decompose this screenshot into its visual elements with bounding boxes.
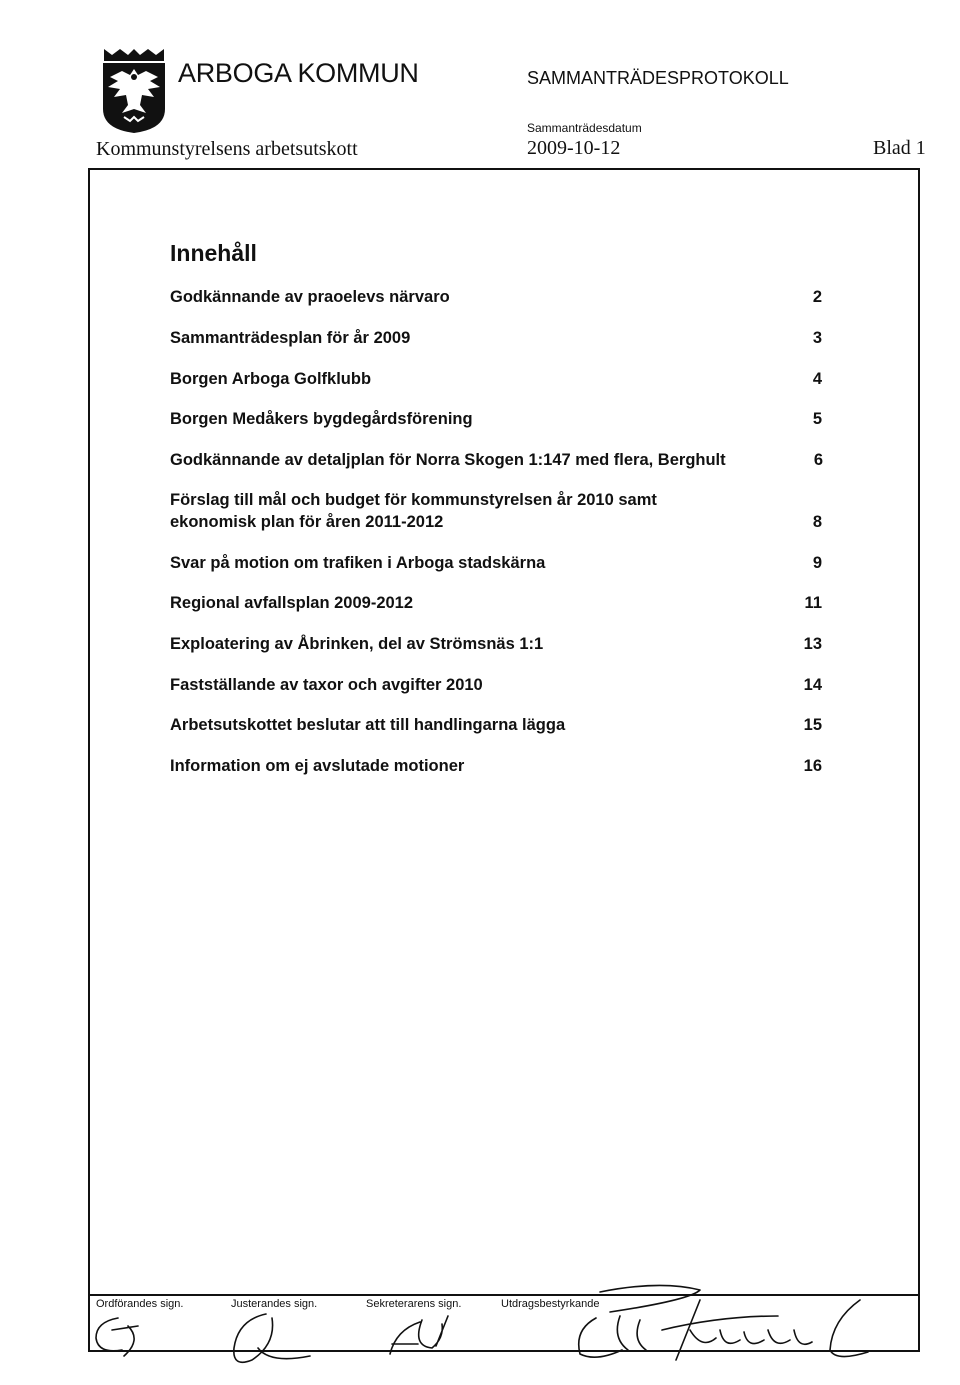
- toc-item: [170, 286, 822, 308]
- sheet-number: Blad 1: [873, 137, 926, 159]
- toc-item: [170, 327, 822, 349]
- signature-divider: [88, 1294, 920, 1296]
- toc-item: [170, 449, 823, 471]
- toc-item-page: 6: [813, 451, 823, 469]
- toc-item-text: Fastställande av taxor och avgifter 2010: [170, 676, 483, 694]
- toc-item-page: 2: [812, 288, 822, 306]
- date-label: Sammanträdesdatum: [527, 121, 642, 135]
- toc-item-page: 13: [803, 635, 822, 653]
- toc-item-page: 15: [803, 716, 822, 734]
- toc-item-page: 5: [812, 410, 822, 428]
- meeting-date: 2009-10-12: [527, 137, 621, 159]
- toc-item-page: 4: [812, 370, 822, 388]
- organization-name: ARBOGA KOMMUN: [178, 58, 419, 88]
- toc-item-text: Information om ej avslutade motioner: [170, 757, 465, 775]
- toc-item-text: Godkännande av praoelevs närvaro: [170, 288, 450, 306]
- toc-item: [170, 674, 822, 696]
- toc-item-text: Sammanträdesplan för år 2009: [170, 329, 411, 347]
- committee-name: Kommunstyrelsens arbetsutskott: [96, 138, 358, 160]
- toc-item-text: Arbetsutskottet beslutar att till handlingarna lägga: [170, 716, 566, 734]
- toc-item: [170, 714, 822, 736]
- toc-item-page: 11: [804, 594, 822, 612]
- toc-item-page: 3: [812, 329, 822, 347]
- toc-item-text: Borgen Arboga Golfklubb: [170, 370, 372, 388]
- toc-item-page: 16: [803, 757, 822, 775]
- toc-item: [170, 592, 822, 614]
- chair-sign-label: Ordförandes sign.: [96, 1298, 184, 1310]
- coat-of-arms-icon: [100, 47, 168, 133]
- toc-item: [170, 633, 822, 655]
- toc-item: [170, 552, 822, 574]
- toc-title: Innehåll: [170, 240, 257, 266]
- toc-item-text: Förslag till mål och budget för kommunstyrelsen år 2010 samt ekonomisk plan för åren 2011-2012: [170, 491, 657, 531]
- toc-item-text: Regional avfallsplan 2009-2012: [170, 594, 414, 612]
- extract-cert-label: Utdragsbestyrkande: [501, 1298, 600, 1310]
- toc-item: [170, 755, 822, 777]
- toc-item-text: Godkännande av detaljplan för Norra Skogen 1:147 med flera, Berghult: [170, 451, 726, 469]
- toc-item: [170, 489, 822, 533]
- toc-item: [170, 408, 822, 430]
- toc-item-text: Exploatering av Åbrinken, del av Strömsnäs 1:1: [170, 635, 544, 653]
- toc-item-text: Svar på motion om trafiken i Arboga stadskärna: [170, 554, 546, 572]
- secretary-sign-label: Sekreterarens sign.: [366, 1298, 462, 1310]
- toc-item-page: 14: [803, 676, 822, 694]
- toc-item: [170, 368, 822, 390]
- document-type: SAMMANTRÄDESPROTOKOLL: [527, 68, 789, 88]
- toc-item-page: 8: [812, 513, 822, 531]
- toc-item-page: 9: [812, 554, 822, 572]
- adjuster-sign-label: Justerandes sign.: [231, 1298, 318, 1310]
- toc-item-text: Borgen Medåkers bygdegårdsförening: [170, 410, 473, 428]
